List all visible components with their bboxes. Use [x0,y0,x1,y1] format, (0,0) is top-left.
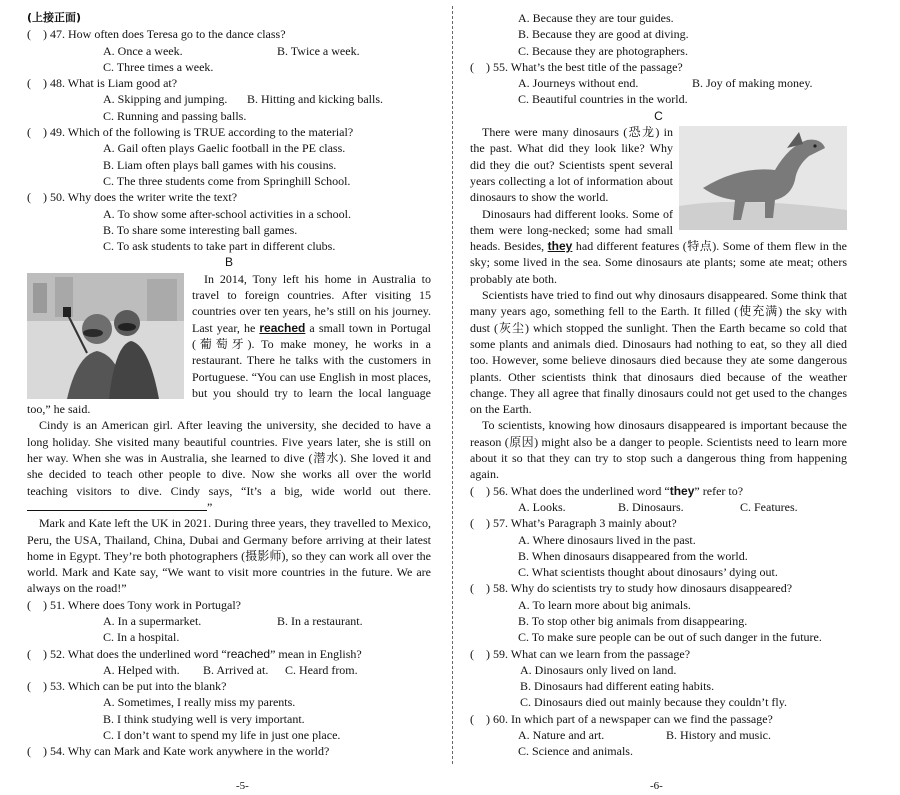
options-55 [470,75,847,91]
page-number-right: -6- [650,780,663,792]
option-a: A. Sometimes, I really miss my parents. [103,695,296,710]
option-b: B. Liam often plays ball games with his cousins. [103,157,337,172]
option-a: A. Looks. [518,499,566,514]
option-b: B. To share some interesting ball games. [103,222,298,237]
question-47: ( ) 47. How often does Teresa go to the dance class? [27,27,286,42]
option-a: A. Gail often plays Gaelic football in the PE class. [103,141,346,156]
option-b: B. Hitting and kicking balls. [247,92,383,107]
answer-blank[interactable] [27,499,207,511]
question-51: ( ) 51. Where does Tony work in Portugal? [27,597,242,612]
question-60: ( ) 60. In which part of a newspaper can we find the passage? [470,711,773,726]
option-a: A. Because they are tour guides. [518,11,674,25]
option-c: C. What scientists thought about dinosaurs’ dying out. [518,565,778,580]
question-52: ( ) 52. What does the underlined word “reached” mean in English? [27,646,362,661]
left-column [27,10,431,760]
option-b: B. To stop other big animals from disappearing. [518,613,748,628]
options-52 [27,662,431,678]
option-a: A. Journeys without end. [518,76,639,91]
option-c: C. The three students come from Springhill School. [103,173,351,188]
option-c: C. Science and animals. [518,744,633,759]
column-divider [452,6,453,764]
option-b: B. Dinosaurs. [618,499,684,514]
section-c-title: C [654,108,663,123]
right-column [470,10,847,760]
option-b: B. When dinosaurs disappeared from the world. [518,548,748,563]
question-54: ( ) 54. Why can Mark and Kate work anywhere in the world? [27,744,330,759]
question-48: ( ) 48. What is Liam good at? [27,76,178,91]
option-b: B. I think studying well is very important. [103,711,305,726]
option-b: B. Twice a week. [277,43,360,58]
paragraph-3: Mark and Kate left the UK in 2021. During three years, they travelled to Mexico, Peru, the USA, Thailand, China, Dubai and Germany before arriving at their latest home in Egypt. They’re both photographers (摄影师), so they can work all over the world. Mark and Kate say, “We want to visit more countries in the future. We are always on the road!” [27,516,431,596]
option-a: A. Skipping and jumping. [103,92,228,107]
options-56 [470,499,847,515]
option-b: B. Arrived at. [203,662,269,677]
dinosaur-illustration [679,126,847,230]
paragraph-c1: There were many dinosaurs (恐龙) in the past. What did they look like? Why did they die out? Scientists spent several years collecting a lot of information about dinosaurs to show the world. [470,125,673,205]
options-47 [27,43,431,59]
option-c: C. Beautiful countries in the world. [518,92,688,107]
page-number-left: -5- [236,780,249,792]
question-53: ( ) 53. Which can be put into the blank? [27,679,227,694]
option-c: C. Because they are photographers. [518,43,688,58]
option-c: C. In a hospital. [103,630,180,645]
options-51 [27,613,431,629]
option-a: A. To learn more about big animals. [518,597,691,612]
option-c: C. To make sure people can be out of such danger in the future. [518,630,822,645]
section-b-title: B [224,255,233,270]
question-50: ( ) 50. Why does the writer write the text? [27,190,238,205]
option-c: C. Dinosaurs died out mainly because they couldn’t fly. [520,695,787,710]
options-48 [27,91,431,107]
question-56: ( ) 56. What does the underlined word “they” refer to? [470,483,744,498]
travelers-selfie-photo [27,273,184,399]
question-55: ( ) 55. What’s the best title of the passage? [470,59,683,74]
option-a: A. Dinosaurs only lived on land. [520,662,677,677]
option-c: C. To ask students to take part in different clubs. [103,239,336,254]
passage-c: There were many dinosaurs (恐龙) in the past. What did they look like? Why did they die out? Scientists spent several years collecting a lot of information about dinosaurs to show the world. Dinosaurs had different looks. Some of them were long-necked; some had small heads. Besides, they had different features (特点). Some of them flew in the sky; some lived in the sea. Some dinosaurs ate plants; some ate meat; others probably ate both. Scientists have tried to find out why dinosaurs disappeared. Some think that many years ago, something fell to the Earth. It filled (使充满) the sky with dust (灰尘) which stopped the sunlight. Then the Earth became so cold that some plants and animals died. Dinosaurs had nothing to eat, so they all died too. However, some believe dinosaurs died because they ate some dangerous plants. Other scientists think that dinosaurs died because of the weather change. They all agree that finally dinosaurs could not get used to the changes on the Earth. To scientists, knowing how dinosaurs disappeared is important because the reason (原因) might also be a danger to people. Scientists need to learn more about it so that they can try to stop such a dangerous thing from happening again. [470,125,847,482]
option-a: A. Nature and art. [518,728,605,743]
option-b: B. History and music. [666,728,771,743]
underlined-they: they [547,239,573,254]
option-a: A. Once a week. [103,43,183,58]
underlined-reached: reached [259,320,306,335]
option-a: A. In a supermarket. [103,613,202,628]
option-a: A. Where dinosaurs lived in the past. [518,532,696,547]
option-a: A. Helped with. [103,662,180,677]
option-b: B. Joy of making money. [692,76,813,91]
question-58: ( ) 58. Why do scientists try to study how dinosaurs disappeared? [470,581,793,596]
question-57: ( ) 57. What’s Paragraph 3 mainly about? [470,516,677,531]
option-b: B. In a restaurant. [277,613,363,628]
option-a: A. To show some after-school activities in a school. [103,206,351,221]
option-b: B. Because they are good at diving. [518,27,689,42]
options-60 [470,727,847,743]
option-c: C. Heard from. [285,662,358,677]
option-c: C. Running and passing balls. [103,108,247,123]
option-b: B. Dinosaurs had different eating habits. [520,679,715,694]
passage-b: In 2014, Tony left his home in Australia to travel to foreign countries. After visiting 15 countries over ten years, he’s still on his journey. Last year, he reached a small town in Portugal (葡萄牙). To make money, he works in a restaurant. There he talks with the customers in Portuguese. “You can use English in most places, but you should try to learn the local language too,” he said. Cindy is an American girl. After leaving the university, she decided to have a long holiday. She visited many beautiful countries. Five years later, she is still on her way. When she was in Australia, she learned to dive (潜水). She loved it and she decided to teach other people to dive. Now she works all over the world teaching visitors to dive. Cindy says, “It’s a big, wide world out there. ” Mark and Kate left the UK in 2021. During three years, they travelled to Mexico, Peru, the USA, Thailand, China, Dubai and Germany before arriving at their latest home in Egypt. They’re both photographers (摄影师), so they can work all over the world. Mark and Kate say, “We want to visit more countries in the future. We are always on the road!” [27,271,431,596]
continued-header: (上接正面) [27,11,82,24]
paragraph-c3: Scientists have tried to find out why dinosaurs disappeared. Some think that many years ago, something fell to the Earth. It filled (使充满) the sky with dust (灰尘) which stopped the sunlight. Then the Earth became so cold that some plants and animals died. Dinosaurs had nothing to eat, so they all died too. However, some believe dinosaurs died because they ate some dangerous plants. Other scientists think that dinosaurs died because of the weather change. They all agree that finally dinosaurs could not get used to the changes on the Earth. [470,288,847,417]
question-59: ( ) 59. What can we learn from the passage? [470,646,691,661]
paragraph-c4: To scientists, knowing how dinosaurs disappeared is important because the reason (原因) might also be a danger to people. Scientists need to learn more about it so that they can try to stop such a dangerous thing from happening again. [470,418,847,482]
option-c: C. I don’t want to spend my life in just one place. [103,728,341,743]
question-49: ( ) 49. Which of the following is TRUE according to the material? [27,125,354,140]
option-c: C. Three times a week. [103,59,214,74]
option-c: C. Features. [740,499,798,514]
